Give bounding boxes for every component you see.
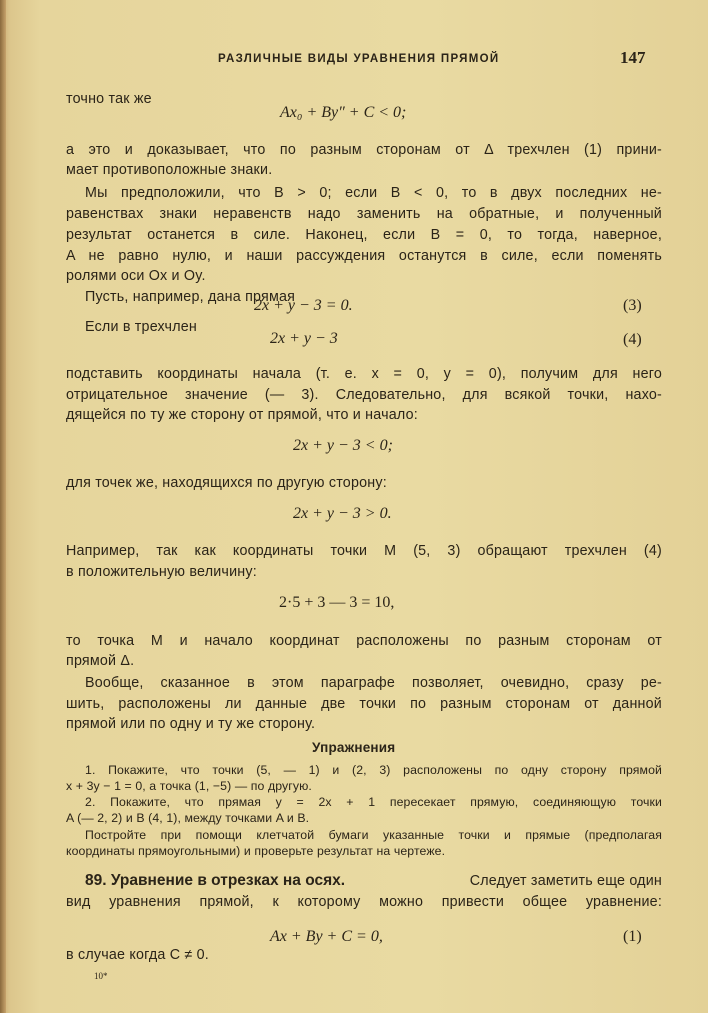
text-line: A не равно нулю, и наши рассуждения останутся в силе, если поменять [66,248,662,264]
text-line: шить, расположены ли данные две точки по разным сторонам от данной [66,696,662,712]
text-line: ролями оси Ox и Oy. [66,268,206,284]
text-line: результат останется в силе. Наконец, если B = 0, то тогда, наверное, [66,227,662,243]
exercise-line: A (— 2, 2) и B (4, 1), между точками A и B. [66,811,310,825]
text-line: Следует заметить еще один [469,873,662,889]
exercise-line: координаты прямоугольными) и проверьте результат на чертеже. [66,844,446,858]
equation: Ax₀ + By″ + C < 0; [280,104,407,121]
equation-1: Ax + By + C = 0, [270,928,383,945]
section-89-line [85,871,662,891]
equation-number: (3) [623,297,642,314]
equation: 2x + y − 3 > 0. [293,505,392,522]
equation-number: (1) [623,928,642,945]
equation: 2x + y − 3 < 0; [293,437,393,454]
exercises-title: Упражнения [312,740,396,755]
equation: 2·5 + 3 — 3 = 10, [279,594,395,611]
equation-4: 2x + y − 3 [270,330,338,347]
section-heading: 89. Уравнение в отрезках на осях. [85,872,346,889]
signature-mark: 10* [94,971,108,981]
exercise-line: 2. Покажите, что прямая y = 2x + 1 пересекает прямую, соединяющую точки [85,795,662,809]
text-line: для точек же, находящихся по другую сторону: [66,475,387,491]
text-line: прямой или по одну и ту же сторону. [66,716,316,732]
text-line: Мы предположили, что B > 0; если B < 0, то в двух последних не- [85,185,662,201]
equation-3: 2x + y − 3 = 0. [254,297,353,314]
text-line: вид уравнения прямой, к которому можно привести общее уравнение: [66,894,662,910]
running-header: РАЗЛИЧНЫЕ ВИДЫ УРАВНЕНИЯ ПРЯМОЙ [218,53,500,65]
text-line: прямой Δ. [66,653,135,669]
text-line: Вообще, сказанное в этом параграфе позволяет, очевидно, сразу ре- [85,675,662,691]
text-line: то точка M и начало координат расположены по разным сторонам от [66,633,662,649]
exercise-line: 1. Покажите, что точки (5, — 1) и (2, 3) расположены по одну сторону прямой [85,763,662,777]
text-line: в положительную величину: [66,564,257,580]
page-binding-edge [0,0,6,1013]
exercise-line: x + 3y − 1 = 0, а точка (1, −5) — по другую. [66,779,312,793]
exercise-line: Постройте при помощи клетчатой бумаги указанные точки и прямые (предполагая [85,828,662,842]
text-line: Пусть, например, дана прямая [85,289,296,305]
text-line: дящейся по ту же сторону от прямой, что и начало: [66,407,418,423]
equation-number: (4) [623,331,642,348]
text-line: Например, так как координаты точки M (5, 3) обращают трехчлен (4) [66,543,662,559]
text-line: а это и доказывает, что по разным сторонам от Δ трехчлен (1) прини- [66,142,662,158]
text-line: точно так же [66,91,152,107]
text-line: в случае когда C ≠ 0. [66,947,209,963]
text-line: равенствах знаки неравенств надо заменить на обратные, и полученный [66,206,662,222]
text-line: мает противоположные знаки. [66,162,273,178]
text-line: Если в трехчлен [85,319,197,335]
text-line: отрицательное значение (— 3). Следовательно, для всякой точки, нахо- [66,387,662,403]
page-number: 147 [620,48,646,67]
text-line: подставить координаты начала (т. е. x = 0, y = 0), получим для него [66,366,662,382]
